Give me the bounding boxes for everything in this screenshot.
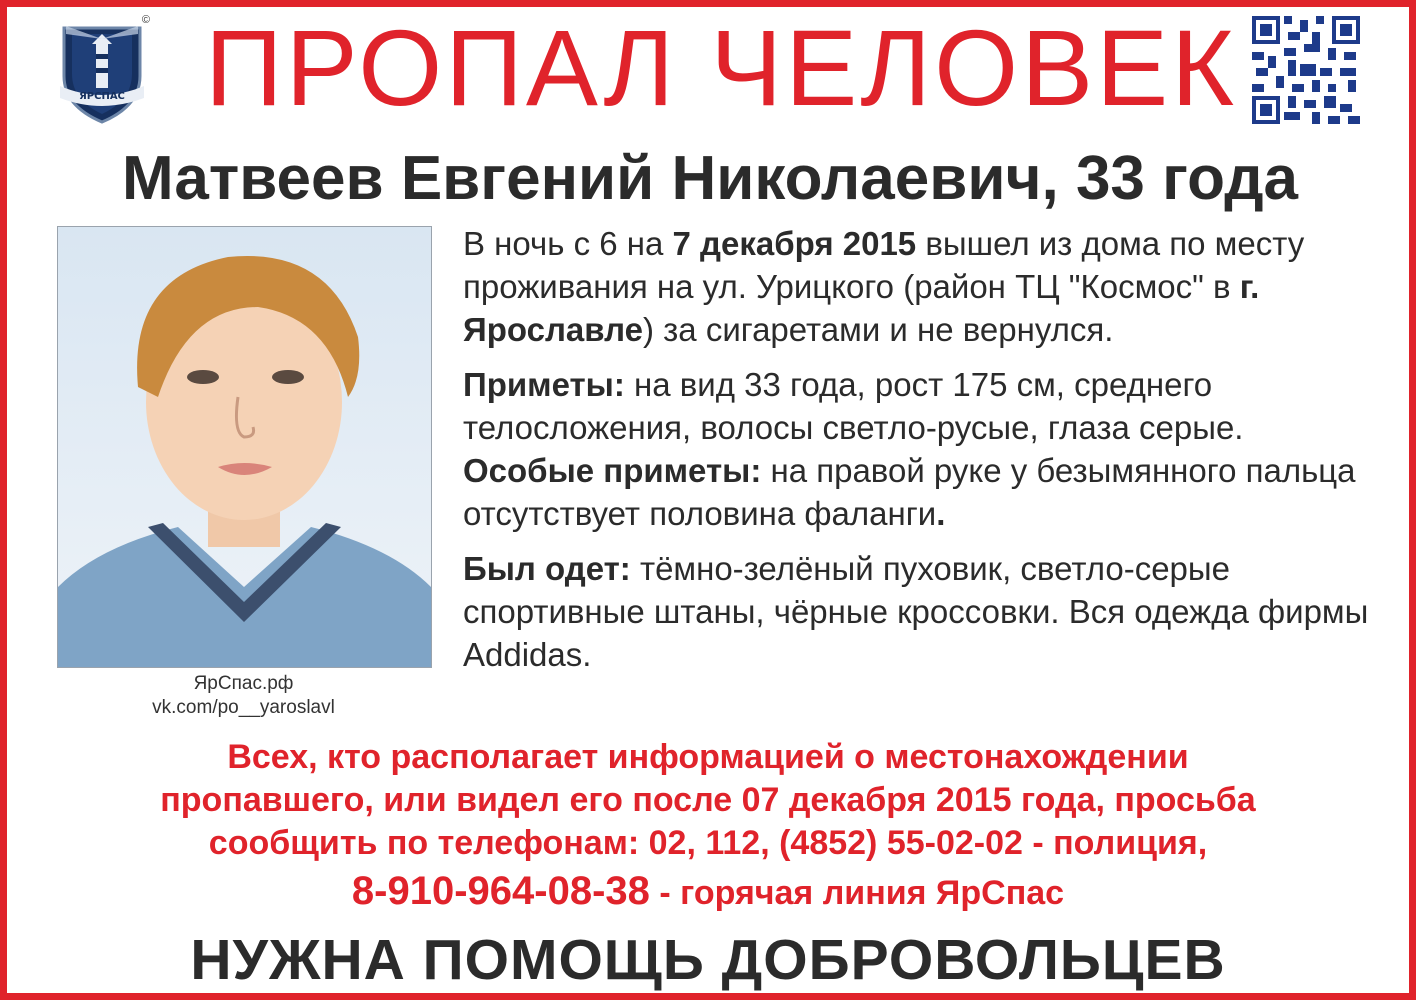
- special-signs-label: Особые приметы:: [463, 452, 762, 489]
- city-highlight: г. Ярославле: [463, 268, 1260, 348]
- appeal-text: Всех, кто располагает информацией о местонахождении пропавшего, или видел его после 07 декабря 2015 года, просьба сообщить по телефонам: 02, 112, (4852) 55-02-02 - полиция,: [160, 738, 1256, 862]
- clothes-paragraph: Был одет: тёмно-зелёный пуховик, светло-серые спортивные штаны, чёрные кроссовки. Вся одежда фирмы Addidas.: [463, 550, 1369, 673]
- yarspas-logo: [52, 14, 152, 126]
- site-link[interactable]: ЯрСпас.рф: [193, 673, 294, 694]
- special-signs-paragraph: Особые приметы: на правой руке у безымянного пальца отсутствует половина фаланги.: [463, 452, 1356, 532]
- lighthouse-icon: [52, 14, 152, 126]
- hotline: [30, 868, 1386, 916]
- date-highlight: 7 декабря 2015: [672, 225, 917, 262]
- vk-link[interactable]: vk.com/po__yaroslavl: [152, 697, 335, 718]
- qr-code[interactable]: [1252, 16, 1360, 124]
- hotline-phone[interactable]: 8-910-964-08-38: [351, 869, 650, 913]
- poster-title: ПРОПАЛ ЧЕЛОВЕК: [205, 7, 1238, 128]
- signs-label: Приметы:: [463, 366, 625, 403]
- volunteers-needed-banner: НУЖНА ПОМОЩЬ ДОБРОВОЛЬЦЕВ: [190, 928, 1226, 992]
- copyright-mark: ©: [141, 14, 150, 26]
- signs-paragraph: Приметы: на вид 33 года, рост 175 см, среднего телосложения, волосы светло-русые, глаза серые.: [463, 366, 1244, 446]
- logo-label: ЯРСПАС: [79, 91, 125, 102]
- missing-person-photo: [57, 226, 432, 668]
- clothes-label: Был одет:: [463, 550, 631, 587]
- story-paragraph: В ночь с 6 на 7 декабря 2015 вышел из дома по месту проживания на ул. Урицкого (район ТЦ "Космос" в г. Ярославле) за сигаретами и не вернулся.: [463, 225, 1305, 348]
- hotline-label: - горячая линия ЯрСпас: [649, 874, 1065, 912]
- photo-credits: [57, 672, 430, 720]
- description: [463, 222, 1383, 676]
- missing-person-name: Матвеев Евгений Николаевич, 33 года: [121, 144, 1299, 213]
